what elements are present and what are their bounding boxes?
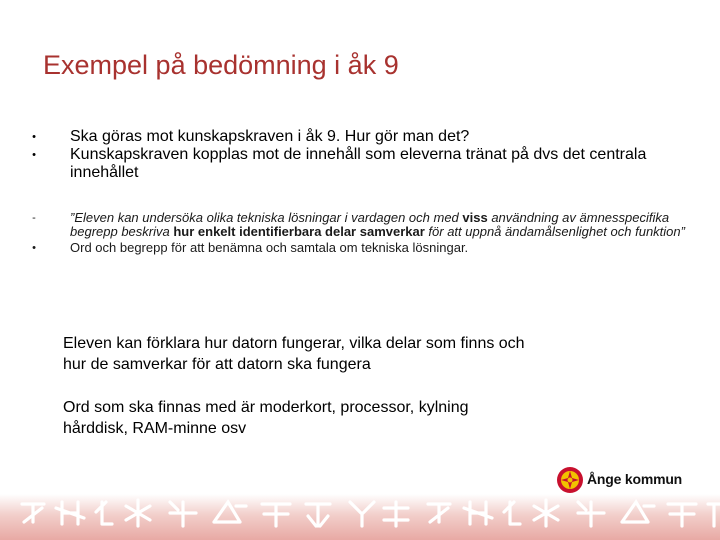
explanation-paragraph [63, 333, 623, 375]
slide-title: Exempel på bedömning i åk 9 [43, 50, 399, 80]
bullet-text: Ord och begrepp för att benämna och samtala om tekniska lösningar. [70, 240, 469, 255]
bullet-marker: • [32, 242, 36, 254]
terms-paragraph [63, 397, 623, 439]
bullet-item-content [28, 146, 688, 182]
quote-text [70, 210, 685, 239]
quote-part-3: för att uppnå ändamålsenlighet och funktion” [424, 224, 685, 239]
bullet-text: Ska göras mot kunskapskraven i åk 9. Hur gör man det? [70, 128, 470, 145]
bullet-item-assessment [28, 128, 688, 146]
logo-text: Ånge kommun [587, 471, 683, 487]
ange-kommun-emblem-icon [556, 464, 584, 496]
paragraph-line: Eleven kan förklara hur datorn fungerar, vilka delar som finns och [63, 335, 525, 352]
bullet-text: Kunskapskraven kopplas mot de innehåll som eleverna tränat på dvs det centrala innehållet [70, 146, 647, 181]
bullet-marker: • [32, 149, 36, 161]
paragraph-line: hur de samverkar för att datorn ska fungera [63, 356, 371, 373]
bullet-marker: • [32, 131, 36, 143]
paragraph-line: Ord som ska finnas med är moderkort, processor, kylning [63, 399, 469, 416]
sub-bullet-list [28, 211, 688, 255]
quote-bold-1: viss [462, 210, 488, 225]
quote-part-1: ”Eleven kan undersöka olika tekniska lösningar i vardagen och med [70, 210, 463, 225]
runic-pattern-icon [0, 494, 720, 540]
quote-bold-2: hur enkelt identifierbara delar samverkar [173, 224, 425, 239]
quote-item [28, 211, 688, 239]
bullet-item-concepts [28, 241, 688, 255]
dash-marker: - [32, 212, 36, 224]
quote-part-2: användning av ämnesspecifika begrepp beskriva [70, 210, 670, 239]
paragraph-line: hårddisk, RAM-minne osv [63, 420, 247, 437]
main-bullet-list [28, 128, 688, 182]
ange-kommun-logo [556, 463, 706, 497]
